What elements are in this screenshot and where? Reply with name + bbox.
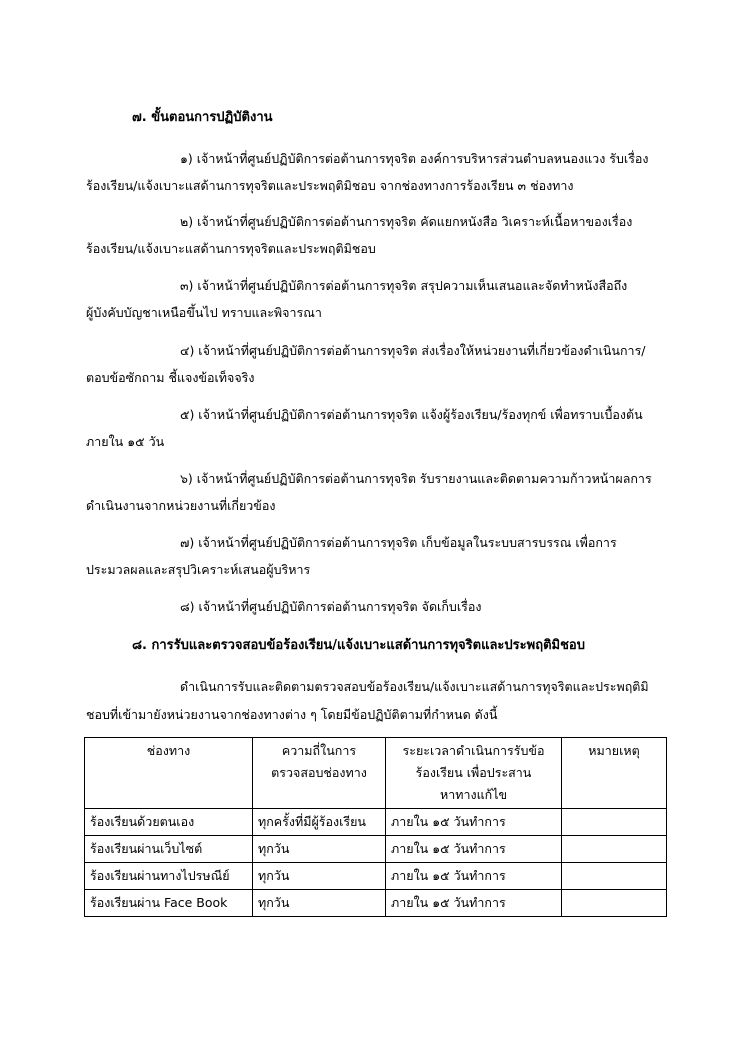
step-2-line-2: ร้องเรียน/แจ้งเบาะแสด้านการทุจริตและประพฤติมิชอบ: [86, 241, 376, 256]
step-3-line-1: ๓) เจ้าหน้าที่ศูนย์ปฏิบัติการต่อต้านการทุจริต สรุปความเห็นเสนอและจัดทำหนังสือถึง: [180, 278, 628, 293]
table-row: [85, 890, 667, 917]
cell-duration: ภายใน ๑๕ วันทำการ: [386, 890, 562, 917]
header-text: ช่องทาง: [146, 743, 191, 758]
cell-frequency: ทุกวัน: [253, 863, 386, 890]
cell-duration: ภายใน ๑๕ วันทำการ: [386, 863, 562, 890]
table-header-row: [85, 738, 667, 809]
step-1-line-1: ๑) เจ้าหน้าที่ศูนย์ปฏิบัติการต่อต้านการทุจริต องค์การบริหารส่วนตำบลหนองแวง รับเรื่อง: [180, 151, 649, 166]
header-text: ตรวจสอบช่องทาง: [271, 765, 367, 780]
cell-remarks: [562, 890, 667, 917]
cell-frequency: ทุกครั้งที่มีผู้ร้องเรียน: [253, 809, 386, 836]
step-2-line-1: ๒) เจ้าหน้าที่ศูนย์ปฏิบัติการต่อต้านการทุจริต คัดแยกหนังสือ วิเคราะห์เนื้อหาของเรื่อง: [180, 214, 633, 229]
step-7-line-1: ๗) เจ้าหน้าที่ศูนย์ปฏิบัติการต่อต้านการทุจริต เก็บข้อมูลในระบบสารบรรณ เพื่อการ: [180, 535, 617, 550]
step-5-line-2: ภายใน ๑๕ วัน: [86, 434, 165, 449]
header-remarks: [562, 738, 667, 809]
cell-remarks: [562, 836, 667, 863]
header-text: หมายเหตุ: [588, 743, 640, 758]
step-4-line-2: ตอบข้อซักถาม ชี้แจงข้อเท็จจริง: [86, 370, 255, 385]
table-row: [85, 809, 667, 836]
cell-duration: ภายใน ๑๕ วันทำการ: [386, 809, 562, 836]
header-text: ระยะเวลาดำเนินการรับข้อ: [402, 743, 545, 758]
header-text: หาทางแก้ไข: [439, 787, 508, 802]
step-8-line-1: ๘) เจ้าหน้าที่ศูนย์ปฏิบัติการต่อต้านการทุจริต จัดเก็บเรื่อง: [180, 599, 482, 614]
cell-duration: ภายใน ๑๕ วันทำการ: [386, 836, 562, 863]
step-7-line-2: ประมวลผลและสรุปวิเคราะห์เสนอผู้บริหาร: [86, 562, 311, 577]
complaint-channels-table: [84, 737, 667, 917]
cell-remarks: [562, 863, 667, 890]
table-row: [85, 836, 667, 863]
header-duration: [386, 738, 562, 809]
step-5-line-1: ๕) เจ้าหน้าที่ศูนย์ปฏิบัติการต่อต้านการทุจริต แจ้งผู้ร้องเรียน/ร้องทุกข์ เพื่อทราบเบื้องต้น: [180, 407, 643, 422]
section-7-heading: ๗. ขั้นตอนการปฏิบัติงาน: [132, 110, 273, 125]
step-6-line-1: ๖) เจ้าหน้าที่ศูนย์ปฏิบัติการต่อต้านการทุจริต รับรายงานและติดตามความก้าวหน้าผลการ: [180, 471, 652, 486]
header-text: ความถี่ในการ: [281, 743, 357, 758]
header-frequency: [253, 738, 386, 809]
table-row: [85, 863, 667, 890]
cell-frequency: ทุกวัน: [253, 890, 386, 917]
header-text: ร้องเรียน เพื่อประสาน: [415, 765, 532, 780]
cell-channel: ร้องเรียนผ่านเว็บไซต์: [85, 836, 253, 863]
cell-channel: ร้องเรียนด้วยตนเอง: [85, 809, 253, 836]
step-4-line-1: ๔) เจ้าหน้าที่ศูนย์ปฏิบัติการต่อต้านการทุจริต ส่งเรื่องให้หน่วยงานที่เกี่ยวข้องดำเนินการ/: [180, 343, 646, 358]
header-channel: [85, 738, 253, 809]
section-8-intro-line-1: ดำเนินการรับและติดตามตรวจสอบข้อร้องเรียน/แจ้งเบาะแสด้านการทุจริตและประพฤติมิ: [180, 679, 649, 694]
cell-remarks: [562, 809, 667, 836]
step-6-line-2: ดำเนินงานจากหน่วยงานที่เกี่ยวข้อง: [86, 498, 276, 513]
cell-frequency: ทุกวัน: [253, 836, 386, 863]
cell-channel: ร้องเรียนผ่านทางไปรษณีย์: [85, 863, 253, 890]
cell-channel: ร้องเรียนผ่าน Face Book: [85, 890, 253, 917]
step-1-line-2: ร้องเรียน/แจ้งเบาะแสด้านการทุจริตและประพฤติมิชอบ จากช่องทางการร้องเรียน ๓ ช่องทาง: [86, 178, 574, 193]
step-3-line-2: ผู้บังคับบัญชาเหนือขึ้นไป ทราบและพิจารณา: [86, 305, 322, 320]
section-8-heading: ๘. การรับและตรวจสอบข้อร้องเรียน/แจ้งเบาะแสด้านการทุจริตและประพฤติมิชอบ: [132, 638, 585, 653]
section-8-intro-line-2: ชอบที่เข้ามายังหน่วยงานจากช่องทางต่าง ๆ โดยมีข้อปฏิบัติตามที่กำหนด ดังนี้: [86, 707, 498, 722]
